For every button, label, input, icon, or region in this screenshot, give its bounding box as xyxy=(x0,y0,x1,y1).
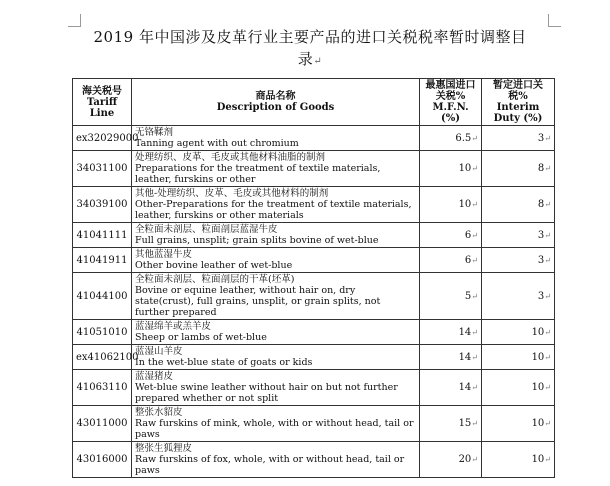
mfn-rate-cell: 14↵ xyxy=(420,370,482,406)
tariff-code-cell: 41044100 xyxy=(73,273,132,320)
tariff-code-cell: 41041911 xyxy=(73,248,132,273)
tariff-code-cell: ex32029000 xyxy=(73,126,132,151)
description-cell xyxy=(132,442,420,478)
description-cell xyxy=(132,187,420,223)
mfn-rate-cell: 6.5↵ xyxy=(420,126,482,151)
description-en: Bovine or equine leather, without hair on, dry state(crust), full grains, unsplit, or grain splits, not further prepared xyxy=(135,285,381,318)
return-mark-icon: ↵ xyxy=(544,419,551,428)
tariff-code-cell: 34031100 xyxy=(73,151,132,187)
paragraph-mark-icon: ↵ xyxy=(313,56,323,67)
description-en: Tanning agent with out chromium xyxy=(135,138,299,149)
description-cn: 全粒面未剖层、粒面剖层的干革(坯革) xyxy=(135,274,295,285)
table-row xyxy=(73,442,555,478)
interim-rate-cell: 3↵ xyxy=(482,223,555,248)
interim-rate-cell: 10↵ xyxy=(482,370,555,406)
interim-rate-cell: 8↵ xyxy=(482,151,555,187)
table-row xyxy=(73,187,555,223)
description-en: Raw furskins of fox, whole, with or without head, tail or paws xyxy=(135,454,405,476)
tariff-code-cell: 41041111 xyxy=(73,223,132,248)
description-cn: 全粒面未剖层、粒面剖层蓝湿牛皮 xyxy=(135,224,278,235)
tariff-code-cell: 41063110 xyxy=(73,370,132,406)
description-en: Wet-blue swine leather without hair on but not further prepared whether or not split xyxy=(135,382,398,404)
mfn-rate-cell: 14↵ xyxy=(420,345,482,370)
mfn-rate-cell: 10↵ xyxy=(420,151,482,187)
description-en: Other bovine leather of wet-blue xyxy=(135,260,293,271)
interim-rate-cell: 10↵ xyxy=(482,406,555,442)
table-row xyxy=(73,370,555,406)
table-row xyxy=(73,273,555,320)
table-row xyxy=(73,248,555,273)
header-mfn: 最惠国进口关税% M.F.N.(%) xyxy=(420,79,482,126)
return-mark-icon: ↵ xyxy=(544,383,551,392)
description-cn: 蓝湿绵羊或羔羊皮 xyxy=(135,321,212,332)
table-header-row xyxy=(73,79,555,126)
return-mark-icon: ↵ xyxy=(544,200,551,209)
tariff-code-cell: ex41062100 xyxy=(73,345,132,370)
description-en: Raw furskins of mink, whole, with or without head, tail or paws xyxy=(135,418,414,440)
mfn-rate-cell: 6↵ xyxy=(420,223,482,248)
mfn-rate-cell: 15↵ xyxy=(420,406,482,442)
table-body xyxy=(73,126,555,478)
table-row xyxy=(73,223,555,248)
tariff-code-cell: 34039100 xyxy=(73,187,132,223)
return-mark-icon: ↵ xyxy=(471,230,478,240)
return-mark-icon: ↵ xyxy=(471,455,478,464)
description-cell xyxy=(132,345,420,370)
mfn-rate-cell: 10↵ xyxy=(420,187,482,223)
description-cn: 蓝湿山羊皮 xyxy=(135,346,183,357)
description-cn: 无铬鞣剂 xyxy=(135,127,174,138)
title-line-1: 2019 年中国涉及皮革行业主要产品的进口关税税率暂时调整目 xyxy=(93,28,527,46)
return-mark-icon: ↵ xyxy=(471,200,478,209)
mfn-rate-cell: 20↵ xyxy=(420,442,482,478)
description-cell xyxy=(132,151,420,187)
description-en: In the wet-blue state of goats or kids xyxy=(135,357,313,368)
mfn-rate-cell: 5↵ xyxy=(420,273,482,320)
tariff-code-cell: 43011000 xyxy=(73,406,132,442)
header-tariff-line: 海关税号 Tariff Line xyxy=(73,79,132,126)
return-mark-icon: ↵ xyxy=(471,133,478,143)
return-mark-icon: ↵ xyxy=(544,133,551,143)
description-en: Other-Preparations for the treatment of textile materials, leather, furskins or other materials xyxy=(135,199,412,221)
description-en: Sheep or lambs of wet-blue xyxy=(135,332,267,343)
table-row xyxy=(73,126,555,151)
description-cn: 处理纺织、皮革、毛皮或其他材料油脂的制剂 xyxy=(135,152,326,163)
return-mark-icon: ↵ xyxy=(471,383,478,392)
description-cell xyxy=(132,370,420,406)
return-mark-icon: ↵ xyxy=(544,455,551,464)
return-mark-icon: ↵ xyxy=(544,255,551,265)
description-cell xyxy=(132,248,420,273)
return-mark-icon: ↵ xyxy=(544,291,551,301)
tariff-table xyxy=(72,78,555,478)
return-mark-icon: ↵ xyxy=(544,230,551,240)
description-cell xyxy=(132,406,420,442)
return-mark-icon: ↵ xyxy=(471,164,478,173)
return-mark-icon: ↵ xyxy=(471,255,478,265)
table-row xyxy=(73,151,555,187)
return-mark-icon: ↵ xyxy=(471,352,478,362)
interim-rate-cell: 3↵ xyxy=(482,273,555,320)
header-description: 商品名称 Description of Goods xyxy=(132,79,420,126)
description-cn: 其他-处理纺织、皮革、毛皮或其他材料的制剂 xyxy=(135,188,329,199)
description-cn: 其他蓝湿牛皮 xyxy=(135,249,193,260)
return-mark-icon: ↵ xyxy=(544,164,551,173)
interim-rate-cell: 10↵ xyxy=(482,345,555,370)
return-mark-icon: ↵ xyxy=(471,291,478,301)
document-title xyxy=(60,26,560,73)
description-cell xyxy=(132,126,420,151)
return-mark-icon: ↵ xyxy=(544,327,551,337)
return-mark-icon: ↵ xyxy=(544,352,551,362)
interim-rate-cell: 3↵ xyxy=(482,248,555,273)
return-mark-icon: ↵ xyxy=(471,419,478,428)
mfn-rate-cell: 14↵ xyxy=(420,320,482,345)
interim-rate-cell: 8↵ xyxy=(482,187,555,223)
table-row xyxy=(73,406,555,442)
mfn-rate-cell: 6↵ xyxy=(420,248,482,273)
header-interim-duty: 暂定进口关税% Interim Duty (%) xyxy=(482,79,555,126)
tariff-code-cell: 41051010 xyxy=(73,320,132,345)
description-en: Full grains, unsplit; grain splits bovine of wet-blue xyxy=(135,235,379,246)
description-cell xyxy=(132,273,420,320)
table-row xyxy=(73,345,555,370)
description-cn: 蓝湿猪皮 xyxy=(135,371,174,382)
tariff-code-cell: 43016000 xyxy=(73,442,132,478)
table-row xyxy=(73,320,555,345)
interim-rate-cell: 10↵ xyxy=(482,442,555,478)
description-cell xyxy=(132,320,420,345)
description-en: Preparations for the treatment of textile materials, leather, furskins or other xyxy=(135,163,381,185)
description-cn: 整张水貂皮 xyxy=(135,407,183,418)
description-cn: 整张生狐狸皮 xyxy=(135,443,193,454)
interim-rate-cell: 3↵ xyxy=(482,126,555,151)
description-cell xyxy=(132,223,420,248)
return-mark-icon: ↵ xyxy=(471,327,478,337)
title-line-2: 录 xyxy=(297,50,314,68)
interim-rate-cell: 10↵ xyxy=(482,320,555,345)
